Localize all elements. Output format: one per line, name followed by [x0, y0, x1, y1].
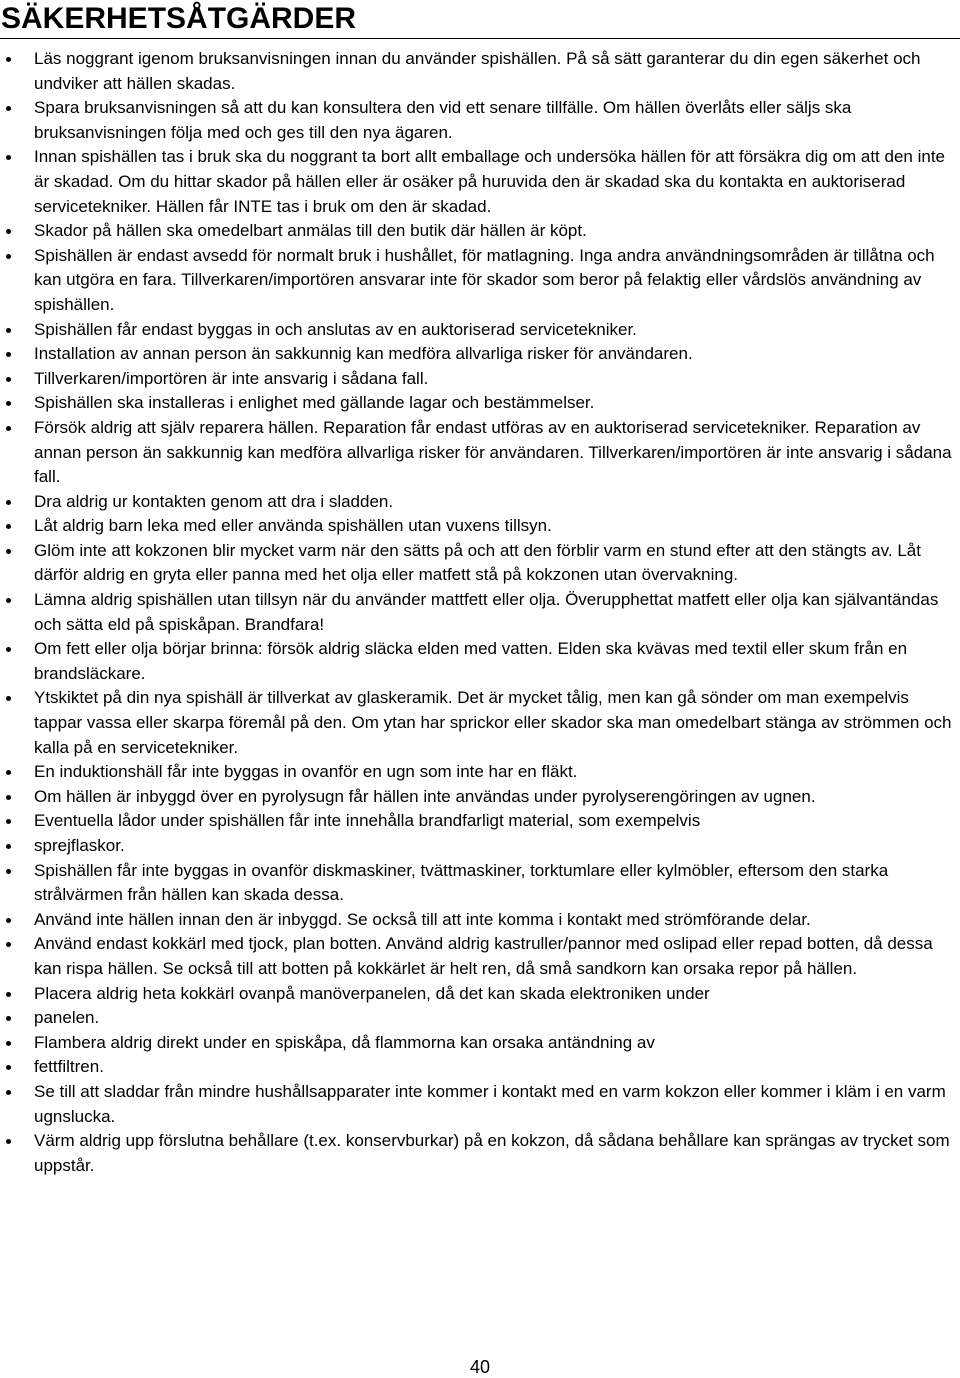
safety-list	[0, 47, 960, 1178]
list-item: Låt aldrig barn leka med eller använda spishällen utan vuxens tillsyn.	[0, 514, 960, 539]
list-item: Spishällen ska installeras i enlighet med gällande lagar och bestämmelser.	[0, 391, 960, 416]
list-item: Värm aldrig upp förslutna behållare (t.ex. konservburkar) på en kokzon, då sådana behållare kan sprängas av trycket som uppstår.	[0, 1129, 960, 1178]
list-item: Dra aldrig ur kontakten genom att dra i sladden.	[0, 490, 960, 515]
list-item: Installation av annan person än sakkunnig kan medföra allvarliga risker för användaren.	[0, 342, 960, 367]
page-number: 40	[469, 1357, 491, 1377]
list-item: En induktionshäll får inte byggas in ovanför en ugn som inte har en fläkt.	[0, 760, 960, 785]
list-item: Använd endast kokkärl med tjock, plan botten. Använd aldrig kastruller/pannor med oslipad eller repad botten, då dessa kan rispa hällen. Se också till att botten på kokkärlet är helt ren, då små sandkorn kan orsaka repor på hällen.	[0, 932, 960, 981]
list-item: Försök aldrig att själv reparera hällen. Reparation får endast utföras av en auktoriserad servicetekniker. Reparation av annan person än sakkunnig kan medföra allvarliga risker för användaren. Tillverkaren/importören är inte ansvarig i sådana fall.	[0, 416, 960, 490]
list-item: Ytskiktet på din nya spishäll är tillverkat av glaskeramik. Det är mycket tålig, men kan gå sönder om man exempelvis tappar vassa eller skarpa föremål på den. Om ytan har sprickor eller skador ska man omedelbart stänga av strömmen och kalla på en servicetekniker.	[0, 686, 960, 760]
list-item: Läs noggrant igenom bruksanvisningen innan du använder spishällen. På så sätt garanterar du din egen säkerhet och undviker att hällen skadas.	[0, 47, 960, 96]
list-item: Om fett eller olja börjar brinna: försök aldrig släcka elden med vatten. Elden ska kvävas med textil eller skum från en brandsläckare.	[0, 637, 960, 686]
list-item: Använd inte hällen innan den är inbyggd. Se också till att inte komma i kontakt med strömförande delar.	[0, 908, 960, 933]
list-item: Eventuella lådor under spishällen får inte innehålla brandfarligt material, som exempelvis	[0, 809, 960, 834]
list-item: Flambera aldrig direkt under en spiskåpa, då flammorna kan orsaka antändning av	[0, 1031, 960, 1056]
list-item: Spishällen får endast byggas in och anslutas av en auktoriserad servicetekniker.	[0, 318, 960, 343]
page-title: SÄKERHETSÅTGÄRDER	[0, 0, 960, 39]
list-item: Spara bruksanvisningen så att du kan konsultera den vid ett senare tillfälle. Om hällen överlåts eller säljs ska bruksanvisningen följa med och ges till den nya ägaren.	[0, 96, 960, 145]
list-item: Om hällen är inbyggd över en pyrolysugn får hällen inte användas under pyrolyserengöringen av ugnen.	[0, 785, 960, 810]
list-item: Tillverkaren/importören är inte ansvarig i sådana fall.	[0, 367, 960, 392]
list-item: Lämna aldrig spishällen utan tillsyn när du använder mattfett eller olja. Överupphettat matfett eller olja kan självantändas och sätta eld på spiskåpan. Brandfara!	[0, 588, 960, 637]
list-item: Spishällen får inte byggas in ovanför diskmaskiner, tvättmaskiner, torktumlare eller kylmöbler, eftersom den starka strålvärmen från hällen kan skada dessa.	[0, 859, 960, 908]
list-item: fettfiltren.	[0, 1055, 960, 1080]
list-item: Spishällen är endast avsedd för normalt bruk i hushållet, för matlagning. Inga andra användningsområden är tillåtna och kan utgöra en fara. Tillverkaren/importören ansvarar inte för skador som beror på felaktig eller vårdslös användning av spishällen.	[0, 244, 960, 318]
list-item: Glöm inte att kokzonen blir mycket varm när den sätts på och att den förblir varm en stund efter att den stängts av. Låt därför aldrig en gryta eller panna med het olja eller matfett stå på kokzonen utan övervakning.	[0, 539, 960, 588]
list-item: panelen.	[0, 1006, 960, 1031]
list-item: Skador på hällen ska omedelbart anmälas till den butik där hällen är köpt.	[0, 219, 960, 244]
list-item: Innan spishällen tas i bruk ska du noggrant ta bort allt emballage och undersöka hällen för att försäkra dig om att den inte är skadad. Om du hittar skador på hällen eller är osäker på huruvida den är skadad ska du kontakta en auktoriserad servicetekniker. Hällen får INTE tas i bruk om den är skadad.	[0, 145, 960, 219]
list-item: sprejflaskor.	[0, 834, 960, 859]
list-item: Placera aldrig heta kokkärl ovanpå manöverpanelen, då det kan skada elektroniken under	[0, 982, 960, 1007]
list-item: Se till att sladdar från mindre hushållsapparater inte kommer i kontakt med en varm kokzon eller kommer i kläm i en varm ugnslucka.	[0, 1080, 960, 1129]
